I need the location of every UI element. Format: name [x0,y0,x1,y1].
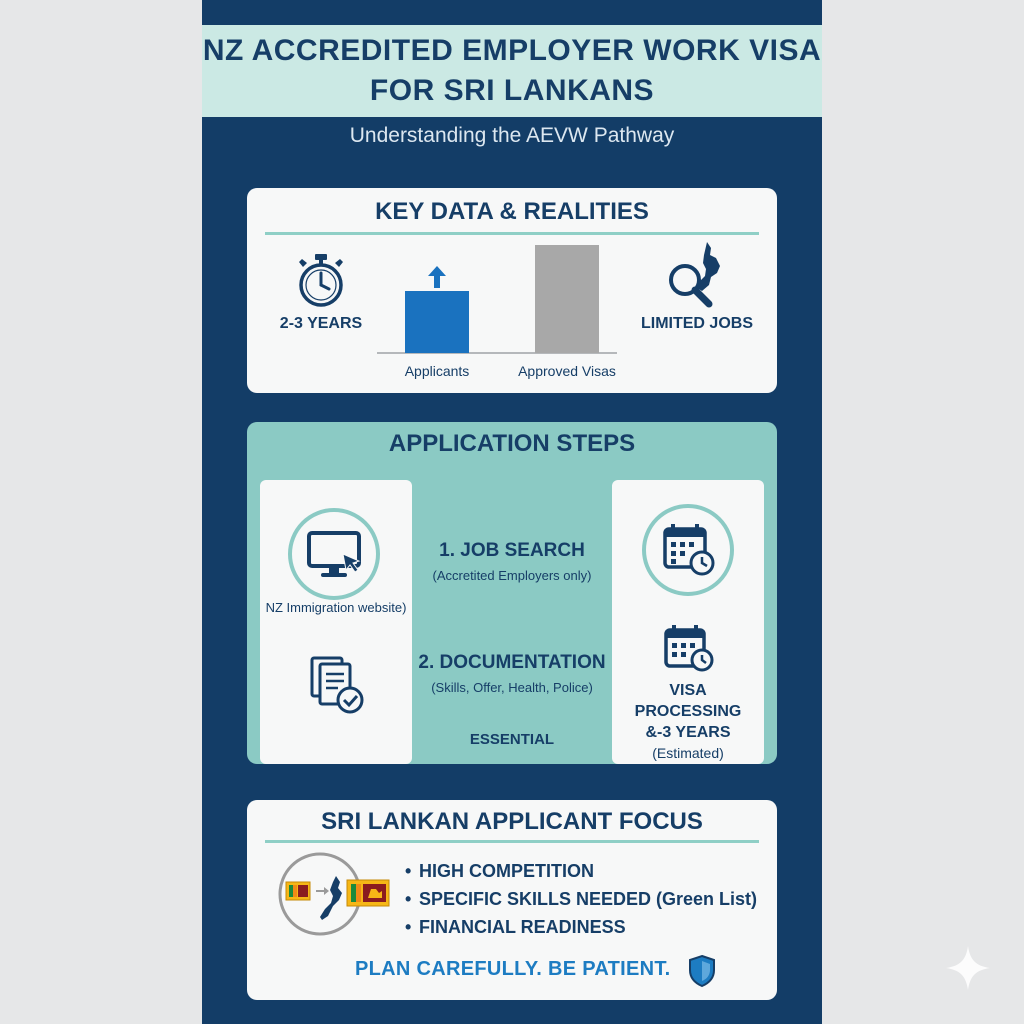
document-check-icon [308,654,368,716]
page-title-line-2: FOR SRI LANKANS [369,74,655,107]
sri-lanka-to-nz-flags-icon [272,850,402,940]
focus-divider [265,840,759,843]
website-label: NZ Immigration website) [265,600,407,615]
focus-bullet-3: • FINANCIAL READINESS [405,917,626,937]
step-2-note: (Skills, Offer, Health, Police) [431,680,593,695]
steps-right-panel [612,480,764,764]
step-1-note: (Accretited Employers only) [432,568,592,583]
stopwatch-icon [296,252,346,308]
key-data-card [247,188,777,393]
calendar-clock-icon [640,502,736,598]
page-subtitle: Understanding the AEVW Pathway [349,124,675,147]
processing-line-3: &-3 YEARS [645,724,731,741]
applicant-focus-card [247,800,777,1000]
infographic-poster [202,0,822,1024]
bar-label-approved-visas: Approved Visas [518,363,616,379]
computer-monitor-icon [286,506,382,602]
essential-label: ESSENTIAL [469,731,555,748]
page-title-line-1: NZ ACCREDITED EMPLOYER WORK VISA [202,34,822,67]
step-1-title: 1. JOB SEARCH [439,540,585,561]
bar-label-applicants: Applicants [404,363,470,379]
visa-processing-label [612,680,764,764]
focus-bullet-list [405,858,757,942]
steps-left-panel [260,480,412,764]
plan-carefully-message: PLAN CAREFULLY. BE PATIENT. [355,958,671,980]
limited-jobs-label: LIMITED JOBS [640,315,753,332]
focus-bullet-3-text: FINANCIAL READINESS [419,917,626,937]
applicant-focus-heading: SRI LANKAN APPLICANT FOCUS [321,808,703,835]
shield-icon [687,954,717,988]
focus-bullet-2: • SPECIFIC SKILLS NEEDED (Green List) [405,889,758,909]
bar-applicants [405,291,469,353]
arrow-up-icon [428,266,446,288]
timeframe-label: 2-3 YEARS [279,315,363,332]
processing-line-4: (Estimated) [652,745,724,761]
application-steps-heading: APPLICATION STEPS [388,430,636,457]
application-steps-card [247,422,777,764]
key-data-divider [265,232,759,235]
applicants-vs-approved-chart [377,236,647,384]
bar-approved-visas [535,245,599,353]
processing-line-1: VISA [669,682,707,699]
step-2-title: 2. DOCUMENTATION [418,652,606,673]
focus-bullet-1-text: HIGH COMPETITION [419,861,594,881]
calendar-clock-small-icon [662,624,716,674]
focus-bullet-1: • HIGH COMPETITION [405,861,594,881]
magnifier-nz-map-icon [665,238,731,314]
title-band [202,25,822,117]
processing-line-2: PROCESSING [634,703,742,720]
focus-bullet-2-text: SPECIFIC SKILLS NEEDED (Green List) [419,889,758,909]
key-data-heading: KEY DATA & REALITIES [375,198,649,225]
sparkle-watermark-icon [944,944,992,992]
